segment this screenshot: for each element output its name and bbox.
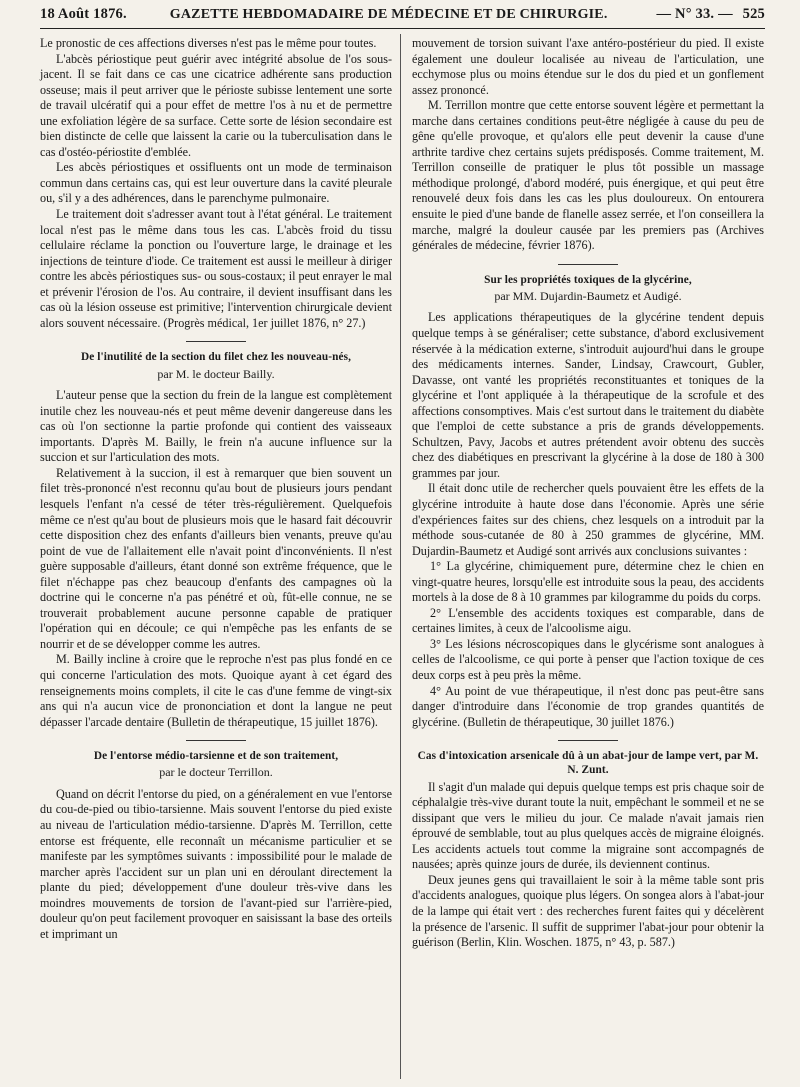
left-column: [40, 36, 392, 942]
paragraph: Quand on décrit l'entorse du pied, on a généralement en vue l'entorse du cou-de-pied ou tibio-tarsienne. Mais souvent l'entorse du pied existe au niveau de l'articulation médio-tarsienne. D'après M. Terrillon, cette entorse est fréquente, elle reconnaît un mécanisme particulier et se manifeste par les symptômes suivants : impossibilité pour le malade de marcher après l'accident sur un plan uni en déroulant directement la plante du pied; développement d'une douleur très-vive dans les moindres mouvements de torsion de l'avant-pied sur l'arrière-pied, douleur qu'on peut facilement provoquer en saisissant la base des orteils et imprimant un: [40, 786, 392, 941]
paragraph: M. Bailly incline à croire que le reproche n'est pas plus fondé en ce qui concerne l'articulation des mots. Quoique ayant à cet égard des renseignements moins complets, il cite le cas d'une femme de vingt-six ans qui n'a aucun vice de prononciation et dont la langue ne peut dépasser l'arcade dentaire (Bulletin de thérapeutique, 15 juillet 1876).: [40, 652, 392, 729]
conclusion-item: 1° La glycérine, chimiquement pure, détermine chez le chien en vingt-quatre heures, lorsqu'elle est introduite sous la peau, des accidents mortels à la dose de 8 à 10 grammes par kilogramme du poids du corps.: [412, 559, 764, 605]
paragraph: Le pronostic de ces affections diverses n'est pas le même pour toutes.: [40, 36, 377, 50]
conclusion-item: 2° L'ensemble des accidents toxiques est comparable, dans de certaines limites, à ceux de l'alcoolisme aigu.: [412, 605, 764, 636]
conclusion-item: 3° Les lésions nécroscopiques dans le glycérisme sont analogues à celles de l'alcoolisme, ce qui porte à penser que l'action toxique de ces deux corps est à peu près la même.: [412, 636, 764, 682]
right-column: [412, 36, 764, 951]
article-author: par MM. Dujardin-Baumetz et Audigé.: [494, 288, 682, 303]
header-issue: — N° 33. —: [656, 6, 733, 22]
paragraph: Le traitement doit s'adresser avant tout à l'état général. Le traitement local n'est pas le même dans tous les cas. L'abcès froid du tissu cellulaire réclame la ponction ou l'ouverture large, le drainage et les injections de teinture d'iode. Ce traitement est aussi le meilleur à diriger contre les abcès périostiques sus- ou sous-costaux; il peut enrayer le mal et prévenir l'érosion de l'os. Au contraire, il devient insuffisant dans les cas où la lésion osseuse est primitive; l'intervention chirurgicale devient alors souvent nécessaire. (Progrès médical, 1er juillet 1876, n° 27.): [40, 207, 392, 330]
header-journal-title: GAZETTE HEBDOMADAIRE DE MÉDECINE ET DE CHIRURGIE.: [169, 7, 608, 22]
section-rule: [186, 740, 246, 741]
article-title: De l'entorse médio-tarsienne et de son traitement,: [93, 750, 339, 763]
paragraph: Il était donc utile de rechercher quels pouvaient être les effets de la glycérine introduite à haute dose dans l'économie. Après une série d'expériences faites sur des chiens, chez lesquels on a introduit par la méthode sous-cutanée de 80 à 250 grammes de glycérine, MM. Dujardin-Baumetz et Audigé sont arrivés aux conclusions suivantes :: [412, 481, 764, 558]
paragraph: M. Terrillon montre que cette entorse souvent légère et permettant la marche dans certaines conditions peut-être négligée à cause du peu de gêne qu'elle provoque, et qu'alors elle peut devenir la cause d'une arthrite tardive chez certains sujets prédisposés. Comme traitement, M. Terrillon conseille de pratiquer le plus tôt possible un massage méthodique prolongé, d'abord modéré, puis énergique, et qui peut être renouvelé deux fois dans les cas les plus douloureux. On entourera ensuite le pied d'une bande de flanelle assez serrée, et l'on conseillera la marche, malgré la douleur causée par les premiers pas (Archives générales de médecine, février 1876).: [412, 98, 764, 253]
article-author: par M. le docteur Bailly.: [157, 366, 275, 381]
header-page-number: 525: [742, 6, 765, 22]
paragraph: mouvement de torsion suivant l'axe antéro-postérieur du pied. Il existe également une douleur localisée au niveau de l'articulation, une ecchymose plus ou moins étendue sur le dos du pied et un gonflement assez prononcé.: [412, 36, 764, 97]
article-title: Cas d'intoxication arsenicale dû à un abat-jour de lampe vert, par M. N. Zunt.: [417, 750, 759, 777]
header-date: 18 Août 1876.: [40, 6, 127, 22]
header-issue-page: [651, 6, 765, 23]
paragraph: Les abcès périostiques et ossifluents ont un mode de terminaison commun dans certains cas, qui est leur ouverture dans la cavité pleurale ou, s'il y a des adhérences, dans le parenchyme pulmonaire.: [40, 160, 392, 206]
section-rule: [558, 264, 618, 265]
section-rule: [186, 341, 246, 342]
article-title: De l'inutilité de la section du filet chez les nouveau-nés,: [80, 351, 352, 364]
conclusion-item: 4° Au point de vue thérapeutique, il n'est donc pas peut-être sans danger d'introduire dans l'économie de trop grandes quantités de glycérine. (Bulletin de thérapeutique, 30 juillet 1876.): [412, 683, 764, 729]
paragraph: L'abcès périostique peut guérir avec intégrité absolue de l'os sous-jacent. Il se fait dans ce cas une cicatrice adhérente sans production osseuse; mais il peut arriver que le périoste subisse lentement une sorte de travail ulcératif qui a pour effet de mettre l'os à nu et de permettre une exfoliation légère de sa surface. Cette sorte de lésion secondaire est bien distincte de celle que laissent la carie ou la tuberculisation dans le cas d'ostéo-périostite d'emblée.: [40, 51, 392, 159]
paragraph: Relativement à la succion, il est à remarquer que bien souvent un filet très-prononcé n'est reconnu qu'au bout de plusieurs jours pendant lesquels l'enfant n'a cessé de téter très-régulièrement. Quelquefois même ce n'est qu'au bout de plusieurs mois que le hasard fait découvrir cette disposition chez des enfants d'ailleurs bien venants, preuve qu'au point de vue de l'allaitement elle n'avait point d'inconvénients. Il n'est guère supposable d'ailleurs, étant donné son extrême fréquence, que le filet n'échappe pas chez beaucoup d'enfants des campagnes où la doctrine qui le concerne n'a pas pénétré et où, fût-elle connue, ne se trouverait probablement aucune personne capable de pratiquer l'opération qui en découle; ce qui n'empêche pas les enfants de se nourrir et de se développer comme les autres.: [40, 465, 392, 651]
article-title: Sur les propriétés toxiques de la glycérine,: [484, 273, 692, 286]
paragraph: L'auteur pense que la section du frein de la langue est complètement inutile chez les nouveau-nés et peut même devenir dangereuse dans les cas où l'on sectionne la partie profonde qui contient des vaisseaux importants. D'après M. Bailly, le frein n'a aucune influence sur la succion et sur l'articulation des mots.: [40, 388, 392, 465]
paragraph: Il s'agit d'un malade qui depuis quelque temps est pris chaque soir de céphalalgie très-vive durant toute la nuit, empêchant le sommeil et ne se dissipant que vers le milieu du jour. Ce malade n'avait jamais rien éprouvé de semblable, tout au plus quelques accès de migraine éloignés. Les accidents actuels tout comme la migraine sont accompagnés de nausées; après quinze jours de durée, ils deviennent continus.: [412, 779, 764, 872]
column-divider: [400, 34, 401, 1079]
paragraph: Deux jeunes gens qui travaillaient le soir à la même table sont pris d'accidents analogues, quoique plus légers. On songea alors à l'abat-jour de la lampe qui était vert : des recherches furent faites qui y décelèrent la présence de l'arsenic. Il suffit de supprimer l'abat-jour pour obtenir la guérison (Berlin, Klin. Woschen. 1875, n° 43, p. 587.): [412, 872, 764, 950]
running-header: [40, 6, 765, 29]
paragraph: Les applications thérapeutiques de la glycérine tendent depuis quelque temps à se généraliser; cette substance, d'abord exclusivement réservée à la médication externe, s'introduit aujourd'hui dans le groupe des médicaments internes. Sander, Lindsay, Crawcourt, Gubler, Davasse, ont vanté les propriétés reconstituantes et toniques de la glycérine et l'ont appliquée à la thérapeutique de la scrofule et des affections consomptives. Mais c'est surtout dans le traitement du diabète que l'emploi de cette substance a pris de grands développements. Schultzen, Pavy, Jacobs et autres prétendent avoir obtenu des succès chez des diabétiques en prescrivant la glycérine à la dose de 180 à 300 grammes par jour.: [412, 310, 764, 480]
section-rule: [558, 740, 618, 741]
article-author: par le docteur Terrillon.: [159, 765, 273, 780]
